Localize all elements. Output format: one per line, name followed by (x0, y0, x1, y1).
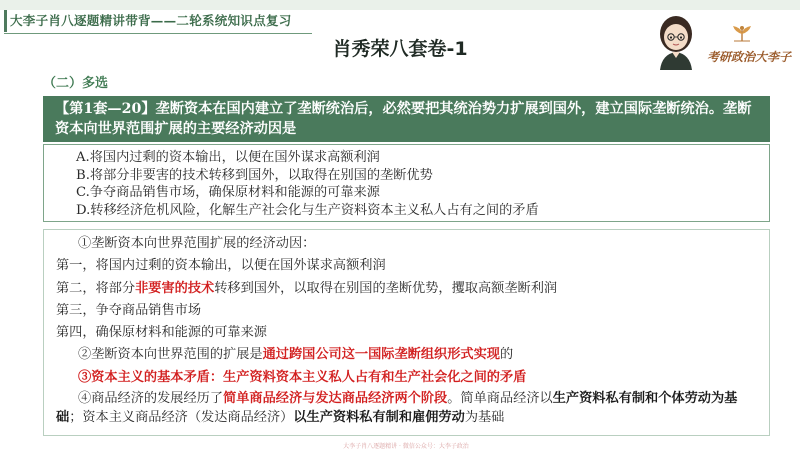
question-text: 【第1套—20】垄断资本在国内建立了垄断统治后，必然要把其统治势力扩展到国外，建立国际垄断统治。垄断资本向世界范围扩展的主要经济动因是 (55, 101, 752, 137)
option-b: B.将部分非要害的技术转移到国外，以取得在别国的垄断优势 (76, 167, 433, 183)
analysis-text: 的 (500, 347, 514, 363)
analysis-line: 第一，将国内过剩的资本输出，以便在国外谋求高额利润 (56, 258, 386, 274)
options-box (43, 144, 770, 222)
course-title: 大李子肖八逐题精讲带背——二轮系统知识点复习 (10, 13, 292, 28)
top-strip (0, 0, 800, 10)
analysis-box (43, 229, 770, 436)
highlight-text: 简单商品经济与发达商品经济两个阶段 (223, 391, 448, 407)
watermark: 大李子肖八逐题精讲 · 微信公众号：大李子政治 (343, 443, 469, 450)
analysis-text: ；资本主义商品经济（发达商品经济） (69, 410, 294, 426)
analysis-line (56, 367, 761, 389)
brand-logo (705, 38, 793, 68)
analysis-point-1: ①垄断资本向世界范围扩展的经济动因： (78, 236, 316, 251)
logo-text: 考研政治大李子 (706, 50, 791, 64)
bold-text: 生产资料私有制和个体劳动为基础 (56, 391, 738, 426)
analysis-line (56, 278, 761, 300)
highlight-text: 通过跨国公司这一国际垄断组织形式实现 (262, 347, 500, 363)
analysis-line (56, 233, 761, 255)
title-accent-bar (4, 10, 7, 32)
option-d: D.转移经济危机风险，化解生产社会化与生产资料资本主义私人占有之间的矛盾 (76, 202, 539, 218)
analysis-line (56, 344, 761, 366)
page-title: 肖秀荣八套卷-1 (332, 38, 468, 60)
analysis-text: 为基础 (464, 410, 505, 426)
highlight-text: ③资本主义的基本矛盾：生产资料资本主义私人占有和生产社会化之间的矛盾 (78, 369, 527, 385)
analysis-text: 。简单商品经济以 (447, 391, 553, 407)
question-box (43, 96, 770, 142)
analysis-text: 转移到国外，以取得在别国的垄断优势，攫取高额垄断利润 (214, 280, 558, 296)
analysis-text: 第二，将部分 (56, 280, 136, 296)
analysis-line: 第四，确保原材料和能源的可靠来源 (56, 325, 267, 341)
analysis-text: ②垄断资本向世界范围的扩展是 (78, 347, 263, 363)
option-c: C.争夺商品销售市场，确保原材料和能源的可靠来源 (76, 185, 380, 200)
section-heading: （二）多选 (43, 76, 109, 91)
avatar (652, 12, 700, 70)
bold-text: 以生产资料私有制和雇佣劳动 (293, 410, 465, 426)
option-a: A.将国内过剩的资本输出，以便在国外谋求高额利润 (76, 150, 380, 165)
highlight-text: 非要害的技术 (135, 280, 215, 296)
analysis-line: 第三，争夺商品销售市场 (56, 302, 202, 318)
analysis-line (56, 389, 761, 427)
plant-logo-icon (729, 24, 755, 42)
analysis-text: ④商品经济的发展经历了 (78, 391, 224, 407)
